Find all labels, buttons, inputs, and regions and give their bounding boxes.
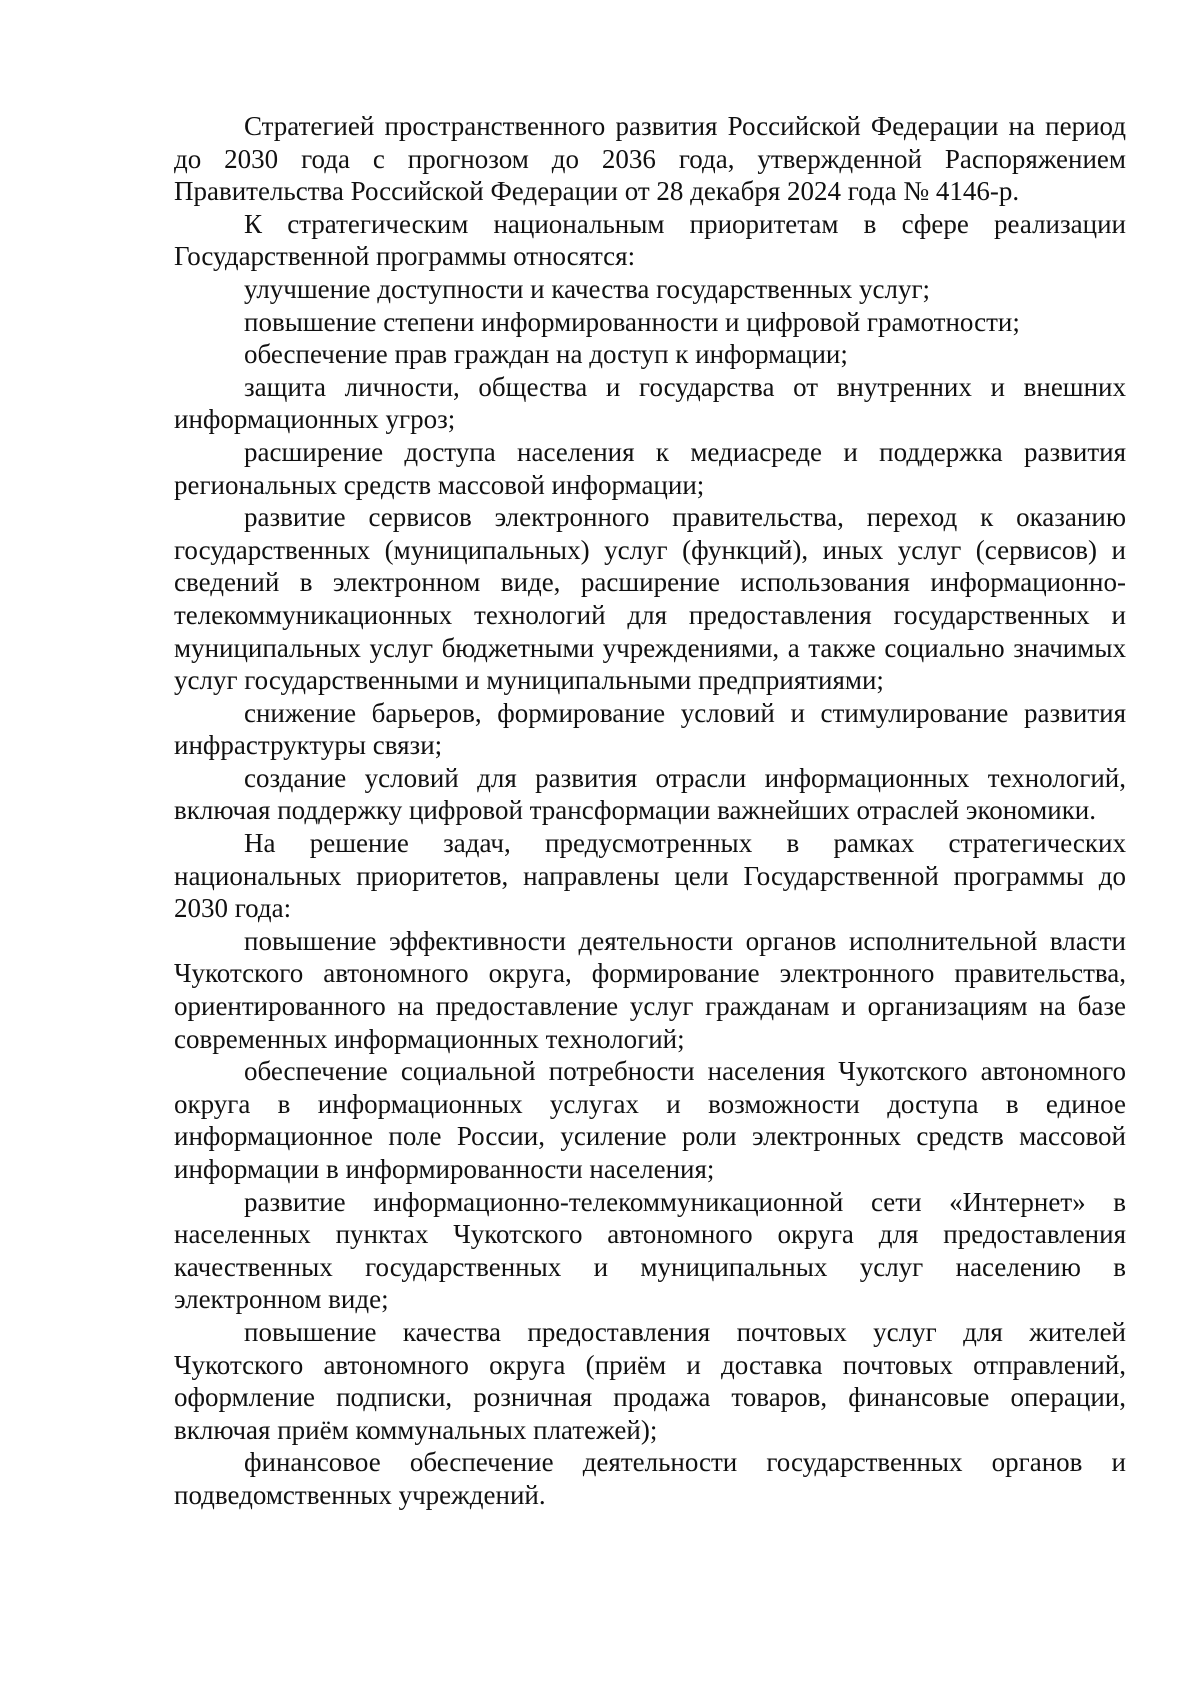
- priority-item: улучшение доступности и качества государственных услуг;: [244, 273, 931, 304]
- paragraph-priorities-intro: К стратегическим национальным приоритетам в сфере реализации Государственной программы относятся:: [174, 208, 1126, 272]
- paragraph-strategy-reference: Стратегией пространственного развития Российской Федерации на период до 2030 года с прогнозом до 2036 года, утвержденной Распоряжением Правительства Российской Федерации от 28 декабря 2024 года № 4146-р.: [174, 111, 1126, 207]
- priority-item: обеспечение прав граждан на доступ к информации;: [244, 339, 848, 370]
- priority-item: расширение доступа населения к медиасреде и поддержка развития региональных средств массовой информации;: [174, 436, 1126, 500]
- goal-item: повышение эффективности деятельности органов исполнительной власти Чукотского автономного округа, формирование электронного правительства, ориентированного на предоставление услуг гражданам и организациям на базе современных информационных технологий;: [174, 925, 1126, 1054]
- priority-item: создание условий для развития отрасли информационных технологий, включая поддержку цифровой трансформации важнейших отраслей экономики.: [174, 762, 1126, 826]
- document-body: [174, 110, 1126, 1512]
- priority-item: защита личности, общества и государства от внутренних и внешних информационных угроз;: [174, 371, 1126, 435]
- priority-item: повышение степени информированности и цифровой грамотности;: [244, 306, 1020, 337]
- priority-item: снижение барьеров, формирование условий и стимулирование развития инфраструктуры связи;: [174, 697, 1126, 761]
- goal-item: финансовое обеспечение деятельности государственных органов и подведомственных учреждений.: [174, 1447, 1126, 1510]
- paragraph-goals-intro: На решение задач, предусмотренных в рамках стратегических национальных приоритетов, направлены цели Государственной программы до 2030 года:: [174, 828, 1126, 924]
- goal-item: обеспечение социальной потребности населения Чукотского автономного округа в информационных услугах и возможности доступа в единое информационное поле России, усиление роли электронных средств массовой информации в информированности населения;: [174, 1056, 1126, 1184]
- priority-item: развитие сервисов электронного правительства, переход к оказанию государственных (муниципальных) услуг (функций), иных услуг (сервисов) и сведений в электронном виде, расширение использования информационно-телекоммуникационных технологий для предоставления государственных и муниципальных услуг бюджетными учреждениями, а также социально значимых услуг государственными и муниципальными предприятиями;: [174, 502, 1126, 696]
- goal-item: повышение качества предоставления почтовых услуг для жителей Чукотского автономного округа (приём и доставка почтовых отправлений, оформление подписки, розничная продажа товаров, финансовые операции, включая приём коммунальных платежей);: [174, 1316, 1126, 1445]
- goal-item: развитие информационно-телекоммуникационной сети «Интернет» в населенных пунктах Чукотского автономного округа для предоставления качественных государственных и муниципальных услуг населению в электронном виде;: [174, 1186, 1126, 1315]
